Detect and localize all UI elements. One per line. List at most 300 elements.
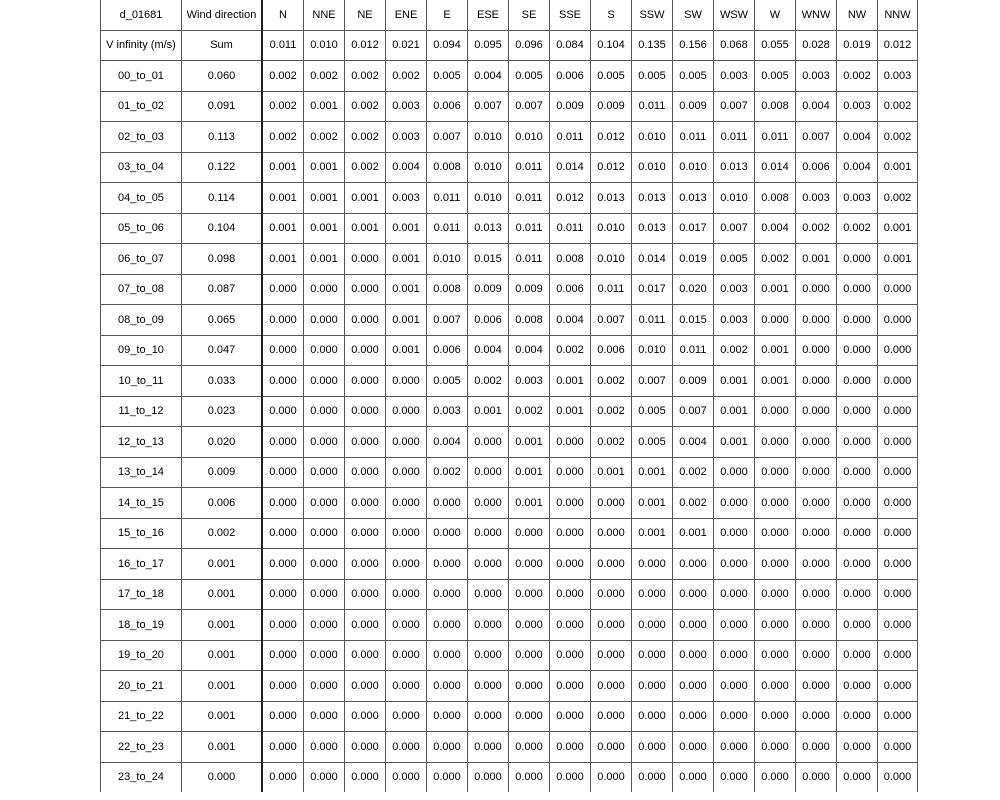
frequency-cell: 0.000	[591, 732, 632, 763]
frequency-cell: 0.013	[714, 152, 755, 183]
frequency-cell: 0.000	[755, 640, 796, 671]
frequency-cell: 0.002	[509, 396, 550, 427]
frequency-cell: 0.000	[386, 427, 427, 458]
frequency-cell: 0.002	[878, 91, 918, 122]
speed-bin-label: 23_to_24	[101, 762, 182, 792]
frequency-cell: 0.001	[468, 396, 509, 427]
frequency-cell: 0.000	[509, 518, 550, 549]
frequency-cell: 0.000	[837, 732, 878, 763]
frequency-cell: 0.011	[509, 152, 550, 183]
frequency-cell: 0.007	[468, 91, 509, 122]
frequency-cell: 0.000	[304, 488, 345, 519]
frequency-cell: 0.003	[714, 61, 755, 92]
frequency-cell: 0.005	[509, 61, 550, 92]
frequency-cell: 0.000	[427, 610, 468, 641]
frequency-cell: 0.008	[427, 274, 468, 305]
frequency-cell: 0.000	[755, 549, 796, 580]
row-sum-cell: 0.098	[182, 244, 263, 275]
frequency-cell: 0.008	[509, 305, 550, 336]
frequency-cell: 0.007	[509, 91, 550, 122]
frequency-cell: 0.002	[345, 61, 386, 92]
frequency-cell: 0.000	[673, 610, 714, 641]
speed-bin-label: 03_to_04	[101, 152, 182, 183]
frequency-cell: 0.000	[550, 762, 591, 792]
frequency-cell: 0.000	[796, 366, 837, 397]
frequency-cell: 0.000	[837, 579, 878, 610]
frequency-cell: 0.007	[796, 122, 837, 153]
frequency-cell: 0.000	[262, 366, 304, 397]
frequency-cell: 0.011	[509, 213, 550, 244]
frequency-cell: 0.000	[755, 732, 796, 763]
speed-bin-label: 02_to_03	[101, 122, 182, 153]
wind-direction-header: Wind direction	[182, 0, 263, 30]
direction-sum-se: 0.096	[509, 30, 550, 61]
frequency-cell: 0.003	[386, 122, 427, 153]
frequency-cell: 0.000	[386, 701, 427, 732]
frequency-cell: 0.000	[796, 488, 837, 519]
frequency-cell: 0.007	[427, 122, 468, 153]
frequency-cell: 0.005	[427, 61, 468, 92]
frequency-cell: 0.000	[714, 457, 755, 488]
speed-bin-label: 19_to_20	[101, 640, 182, 671]
table-row	[101, 610, 918, 641]
frequency-cell: 0.014	[632, 244, 673, 275]
frequency-cell: 0.012	[550, 183, 591, 214]
direction-header-s: S	[591, 0, 632, 30]
frequency-cell: 0.002	[304, 61, 345, 92]
direction-sum-ese: 0.095	[468, 30, 509, 61]
frequency-cell: 0.001	[262, 152, 304, 183]
frequency-cell: 0.000	[632, 640, 673, 671]
frequency-cell: 0.000	[591, 671, 632, 702]
speed-bin-label: 18_to_19	[101, 610, 182, 641]
frequency-cell: 0.000	[509, 610, 550, 641]
frequency-cell: 0.000	[714, 488, 755, 519]
frequency-cell: 0.009	[673, 91, 714, 122]
frequency-cell: 0.005	[632, 427, 673, 458]
frequency-cell: 0.010	[468, 183, 509, 214]
frequency-cell: 0.000	[632, 549, 673, 580]
frequency-cell: 0.001	[878, 244, 918, 275]
frequency-cell: 0.000	[427, 640, 468, 671]
speed-bin-label: 22_to_23	[101, 732, 182, 763]
frequency-cell: 0.000	[550, 640, 591, 671]
frequency-cell: 0.000	[304, 335, 345, 366]
table-row	[101, 122, 918, 153]
table-row	[101, 274, 918, 305]
frequency-cell: 0.002	[386, 61, 427, 92]
frequency-cell: 0.000	[345, 488, 386, 519]
frequency-cell: 0.000	[796, 274, 837, 305]
frequency-cell: 0.000	[796, 518, 837, 549]
frequency-cell: 0.012	[591, 152, 632, 183]
direction-header-n: N	[262, 0, 304, 30]
frequency-cell: 0.002	[262, 122, 304, 153]
frequency-cell: 0.002	[304, 122, 345, 153]
table-row	[101, 335, 918, 366]
table-row	[101, 579, 918, 610]
direction-sum-sse: 0.084	[550, 30, 591, 61]
frequency-cell: 0.000	[345, 610, 386, 641]
direction-header-nne: NNE	[304, 0, 345, 30]
frequency-cell: 0.005	[591, 61, 632, 92]
frequency-cell: 0.000	[427, 549, 468, 580]
frequency-cell: 0.010	[673, 152, 714, 183]
frequency-cell: 0.000	[796, 762, 837, 792]
table-row	[101, 213, 918, 244]
frequency-cell: 0.000	[837, 457, 878, 488]
frequency-cell: 0.000	[345, 579, 386, 610]
frequency-cell: 0.002	[673, 457, 714, 488]
frequency-cell: 0.002	[591, 396, 632, 427]
frequency-cell: 0.001	[714, 396, 755, 427]
frequency-cell: 0.002	[837, 213, 878, 244]
frequency-cell: 0.002	[591, 427, 632, 458]
frequency-cell: 0.000	[304, 518, 345, 549]
frequency-cell: 0.000	[755, 518, 796, 549]
row-sum-cell: 0.002	[182, 518, 263, 549]
frequency-cell: 0.000	[468, 762, 509, 792]
frequency-cell: 0.000	[345, 305, 386, 336]
frequency-cell: 0.000	[468, 640, 509, 671]
frequency-cell: 0.000	[755, 396, 796, 427]
frequency-cell: 0.003	[509, 366, 550, 397]
frequency-cell: 0.010	[509, 122, 550, 153]
frequency-cell: 0.009	[673, 366, 714, 397]
frequency-cell: 0.011	[632, 91, 673, 122]
frequency-cell: 0.000	[550, 549, 591, 580]
frequency-cell: 0.000	[468, 549, 509, 580]
frequency-cell: 0.000	[262, 701, 304, 732]
frequency-cell: 0.000	[837, 305, 878, 336]
frequency-cell: 0.000	[714, 701, 755, 732]
direction-sum-sw: 0.156	[673, 30, 714, 61]
frequency-cell: 0.000	[262, 732, 304, 763]
frequency-cell: 0.000	[550, 457, 591, 488]
frequency-cell: 0.000	[468, 579, 509, 610]
direction-header-ne: NE	[345, 0, 386, 30]
table-row	[101, 61, 918, 92]
frequency-cell: 0.000	[468, 732, 509, 763]
row-sum-cell: 0.065	[182, 305, 263, 336]
frequency-cell: 0.001	[878, 213, 918, 244]
direction-sum-nne: 0.010	[304, 30, 345, 61]
frequency-cell: 0.000	[878, 274, 918, 305]
frequency-cell: 0.000	[755, 488, 796, 519]
frequency-cell: 0.000	[304, 671, 345, 702]
direction-header-e: E	[427, 0, 468, 30]
frequency-cell: 0.000	[345, 732, 386, 763]
frequency-cell: 0.000	[796, 640, 837, 671]
frequency-cell: 0.002	[468, 366, 509, 397]
frequency-cell: 0.019	[673, 244, 714, 275]
frequency-cell: 0.000	[878, 305, 918, 336]
frequency-cell: 0.001	[591, 457, 632, 488]
frequency-cell: 0.000	[509, 671, 550, 702]
sum-row-label: V infinity (m/s)	[101, 30, 182, 61]
direction-header-ssw: SSW	[632, 0, 673, 30]
direction-sum-nnw: 0.012	[878, 30, 918, 61]
frequency-cell: 0.000	[714, 549, 755, 580]
frequency-cell: 0.000	[591, 518, 632, 549]
table-row	[101, 457, 918, 488]
frequency-cell: 0.000	[878, 457, 918, 488]
frequency-cell: 0.000	[468, 518, 509, 549]
table-row	[101, 518, 918, 549]
frequency-cell: 0.000	[550, 701, 591, 732]
direction-sum-ene: 0.021	[386, 30, 427, 61]
frequency-cell: 0.000	[304, 366, 345, 397]
frequency-cell: 0.001	[345, 183, 386, 214]
table-row	[101, 549, 918, 580]
frequency-cell: 0.002	[550, 335, 591, 366]
direction-header-ene: ENE	[386, 0, 427, 30]
frequency-cell: 0.006	[427, 91, 468, 122]
row-sum-cell: 0.087	[182, 274, 263, 305]
direction-header-w: W	[755, 0, 796, 30]
frequency-cell: 0.001	[878, 152, 918, 183]
frequency-cell: 0.000	[345, 640, 386, 671]
frequency-cell: 0.011	[550, 122, 591, 153]
frequency-cell: 0.000	[427, 762, 468, 792]
frequency-cell: 0.008	[427, 152, 468, 183]
table-row	[101, 152, 918, 183]
row-sum-cell: 0.001	[182, 701, 263, 732]
frequency-cell: 0.010	[632, 335, 673, 366]
frequency-cell: 0.000	[632, 762, 673, 792]
frequency-cell: 0.000	[796, 457, 837, 488]
row-sum-cell: 0.091	[182, 91, 263, 122]
frequency-cell: 0.003	[796, 61, 837, 92]
speed-bin-label: 09_to_10	[101, 335, 182, 366]
frequency-cell: 0.006	[468, 305, 509, 336]
frequency-cell: 0.004	[837, 122, 878, 153]
frequency-cell: 0.004	[755, 213, 796, 244]
frequency-cell: 0.011	[427, 213, 468, 244]
speed-bin-label: 11_to_12	[101, 396, 182, 427]
frequency-cell: 0.000	[591, 762, 632, 792]
frequency-cell: 0.000	[262, 610, 304, 641]
frequency-cell: 0.001	[509, 427, 550, 458]
row-sum-cell: 0.001	[182, 610, 263, 641]
direction-sum-w: 0.055	[755, 30, 796, 61]
frequency-cell: 0.002	[427, 457, 468, 488]
frequency-cell: 0.001	[386, 305, 427, 336]
frequency-cell: 0.000	[714, 640, 755, 671]
frequency-cell: 0.000	[304, 457, 345, 488]
frequency-cell: 0.000	[878, 579, 918, 610]
row-sum-cell: 0.001	[182, 732, 263, 763]
table-row	[101, 183, 918, 214]
frequency-cell: 0.000	[796, 396, 837, 427]
frequency-cell: 0.017	[673, 213, 714, 244]
row-sum-cell: 0.001	[182, 549, 263, 580]
table-row	[101, 732, 918, 763]
frequency-cell: 0.000	[345, 335, 386, 366]
frequency-cell: 0.000	[262, 335, 304, 366]
direction-sum-n: 0.011	[262, 30, 304, 61]
frequency-cell: 0.000	[878, 762, 918, 792]
frequency-cell: 0.013	[632, 183, 673, 214]
frequency-cell: 0.002	[755, 244, 796, 275]
frequency-cell: 0.003	[386, 183, 427, 214]
table-row	[101, 762, 918, 792]
frequency-cell: 0.003	[837, 183, 878, 214]
frequency-cell: 0.000	[345, 366, 386, 397]
frequency-cell: 0.000	[427, 579, 468, 610]
frequency-cell: 0.000	[632, 671, 673, 702]
table-row	[101, 640, 918, 671]
frequency-cell: 0.003	[837, 91, 878, 122]
direction-sum-s: 0.104	[591, 30, 632, 61]
frequency-cell: 0.000	[304, 732, 345, 763]
frequency-cell: 0.003	[714, 305, 755, 336]
speed-bin-label: 04_to_05	[101, 183, 182, 214]
frequency-cell: 0.000	[591, 549, 632, 580]
frequency-cell: 0.000	[878, 640, 918, 671]
frequency-cell: 0.000	[755, 427, 796, 458]
frequency-cell: 0.011	[591, 274, 632, 305]
row-sum-cell: 0.001	[182, 579, 263, 610]
frequency-cell: 0.005	[714, 244, 755, 275]
frequency-cell: 0.010	[468, 152, 509, 183]
frequency-cell: 0.001	[262, 213, 304, 244]
frequency-cell: 0.000	[304, 610, 345, 641]
frequency-cell: 0.000	[673, 671, 714, 702]
frequency-cell: 0.000	[878, 549, 918, 580]
direction-header-ese: ESE	[468, 0, 509, 30]
frequency-cell: 0.005	[632, 61, 673, 92]
frequency-cell: 0.000	[262, 396, 304, 427]
frequency-cell: 0.006	[591, 335, 632, 366]
frequency-cell: 0.017	[632, 274, 673, 305]
frequency-cell: 0.003	[796, 183, 837, 214]
frequency-cell: 0.011	[714, 122, 755, 153]
frequency-cell: 0.000	[262, 274, 304, 305]
frequency-cell: 0.000	[837, 335, 878, 366]
frequency-cell: 0.001	[673, 518, 714, 549]
table-row	[101, 366, 918, 397]
frequency-cell: 0.000	[837, 549, 878, 580]
frequency-cell: 0.000	[509, 701, 550, 732]
frequency-cell: 0.007	[632, 366, 673, 397]
frequency-cell: 0.000	[468, 610, 509, 641]
speed-bin-label: 08_to_09	[101, 305, 182, 336]
frequency-cell: 0.004	[468, 335, 509, 366]
frequency-cell: 0.002	[345, 122, 386, 153]
frequency-cell: 0.000	[386, 671, 427, 702]
frequency-cell: 0.000	[837, 427, 878, 458]
speed-bin-label: 05_to_06	[101, 213, 182, 244]
frequency-cell: 0.020	[673, 274, 714, 305]
frequency-cell: 0.001	[386, 213, 427, 244]
frequency-cell: 0.000	[796, 671, 837, 702]
speed-bin-label: 06_to_07	[101, 244, 182, 275]
frequency-cell: 0.000	[262, 549, 304, 580]
frequency-cell: 0.000	[262, 579, 304, 610]
frequency-cell: 0.000	[345, 671, 386, 702]
frequency-cell: 0.013	[632, 213, 673, 244]
frequency-cell: 0.007	[591, 305, 632, 336]
frequency-cell: 0.003	[386, 91, 427, 122]
frequency-cell: 0.010	[591, 244, 632, 275]
frequency-cell: 0.002	[262, 91, 304, 122]
frequency-cell: 0.000	[837, 274, 878, 305]
frequency-cell: 0.006	[550, 61, 591, 92]
frequency-cell: 0.000	[550, 518, 591, 549]
frequency-cell: 0.011	[755, 122, 796, 153]
direction-sum-e: 0.094	[427, 30, 468, 61]
frequency-cell: 0.000	[796, 305, 837, 336]
frequency-cell: 0.000	[714, 579, 755, 610]
frequency-cell: 0.000	[262, 762, 304, 792]
direction-header-sw: SW	[673, 0, 714, 30]
frequency-cell: 0.000	[304, 396, 345, 427]
frequency-cell: 0.000	[755, 671, 796, 702]
frequency-cell: 0.000	[878, 701, 918, 732]
frequency-cell: 0.000	[673, 732, 714, 763]
frequency-cell: 0.000	[878, 610, 918, 641]
frequency-cell: 0.000	[468, 671, 509, 702]
frequency-cell: 0.010	[632, 122, 673, 153]
frequency-cell: 0.001	[386, 274, 427, 305]
frequency-cell: 0.010	[632, 152, 673, 183]
frequency-cell: 0.003	[427, 396, 468, 427]
frequency-cell: 0.013	[591, 183, 632, 214]
frequency-cell: 0.000	[509, 640, 550, 671]
frequency-cell: 0.005	[755, 61, 796, 92]
frequency-cell: 0.000	[796, 549, 837, 580]
row-sum-cell: 0.113	[182, 122, 263, 153]
frequency-cell: 0.000	[714, 671, 755, 702]
frequency-cell: 0.014	[755, 152, 796, 183]
frequency-cell: 0.002	[591, 366, 632, 397]
frequency-cell: 0.000	[591, 701, 632, 732]
frequency-cell: 0.000	[468, 701, 509, 732]
frequency-cell: 0.008	[755, 91, 796, 122]
frequency-cell: 0.004	[427, 427, 468, 458]
frequency-cell: 0.003	[878, 61, 918, 92]
frequency-cell: 0.000	[509, 732, 550, 763]
frequency-cell: 0.000	[796, 701, 837, 732]
frequency-cell: 0.001	[550, 396, 591, 427]
frequency-cell: 0.000	[345, 518, 386, 549]
frequency-cell: 0.002	[878, 122, 918, 153]
frequency-cell: 0.009	[509, 274, 550, 305]
frequency-cell: 0.001	[755, 274, 796, 305]
frequency-cell: 0.010	[591, 213, 632, 244]
frequency-cell: 0.001	[304, 213, 345, 244]
frequency-cell: 0.000	[837, 518, 878, 549]
frequency-cell: 0.000	[550, 427, 591, 458]
frequency-cell: 0.002	[345, 91, 386, 122]
frequency-cell: 0.004	[796, 91, 837, 122]
frequency-cell: 0.000	[386, 640, 427, 671]
frequency-cell: 0.001	[304, 91, 345, 122]
row-sum-cell: 0.020	[182, 427, 263, 458]
frequency-cell: 0.001	[714, 427, 755, 458]
frequency-cell: 0.000	[386, 579, 427, 610]
row-sum-cell: 0.000	[182, 762, 263, 792]
frequency-cell: 0.013	[673, 183, 714, 214]
frequency-cell: 0.000	[878, 518, 918, 549]
frequency-cell: 0.009	[468, 274, 509, 305]
frequency-cell: 0.007	[673, 396, 714, 427]
frequency-cell: 0.000	[386, 762, 427, 792]
frequency-cell: 0.001	[755, 366, 796, 397]
frequency-cell: 0.001	[386, 244, 427, 275]
frequency-cell: 0.000	[304, 579, 345, 610]
